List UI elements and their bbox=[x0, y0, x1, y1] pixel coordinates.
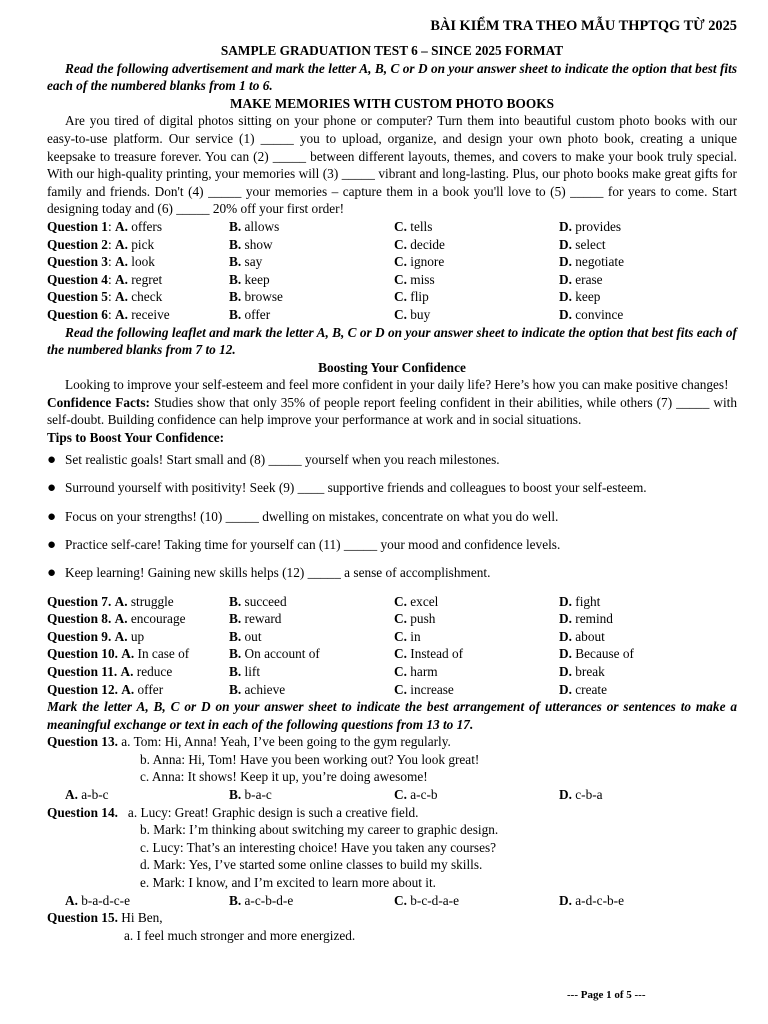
q13-label: Question 13. bbox=[47, 734, 118, 750]
question-row bbox=[47, 253, 737, 271]
q14-line-a: a. Lucy: Great! Graphic design is such a creative field. bbox=[127, 804, 419, 820]
q14-options bbox=[47, 892, 737, 910]
question-label: Question 12. bbox=[47, 681, 118, 697]
option-a bbox=[47, 645, 229, 663]
option-b bbox=[229, 645, 394, 663]
option-b bbox=[229, 610, 394, 628]
option-text: succeed bbox=[244, 593, 287, 609]
option-letter: B. bbox=[229, 663, 242, 679]
question-row bbox=[47, 645, 737, 663]
option-text: Instead of bbox=[410, 646, 464, 662]
q14-line: c. Lucy: That’s an interesting choice! Have you taken any courses? bbox=[140, 839, 497, 855]
option-text: b-a-d-c-e bbox=[81, 892, 130, 908]
option-letter: A. bbox=[114, 593, 128, 609]
option-letter: A. bbox=[114, 254, 128, 270]
document-page bbox=[47, 42, 737, 944]
option-c bbox=[394, 253, 559, 271]
question-label: Question 1 bbox=[47, 218, 108, 234]
question-label: Question 2 bbox=[47, 236, 108, 252]
option-text: select bbox=[575, 236, 606, 252]
option-letter: A. bbox=[114, 218, 128, 234]
option-text: provides bbox=[575, 218, 622, 234]
option-letter: C. bbox=[394, 289, 407, 305]
option-letter: C. bbox=[394, 663, 407, 679]
option-d bbox=[559, 663, 737, 681]
option-letter: D. bbox=[559, 271, 572, 287]
option-b bbox=[229, 218, 394, 236]
page-footer: --- Page 1 of 5 --- bbox=[567, 989, 646, 1001]
option-text: struggle bbox=[130, 593, 174, 609]
option-text: decide bbox=[410, 236, 445, 252]
option-text: push bbox=[410, 611, 436, 627]
option-text: in bbox=[410, 628, 421, 644]
option-d bbox=[559, 593, 737, 611]
option-letter: D. bbox=[559, 289, 572, 305]
q13-line-a: a. Tom: Hi, Anna! Yeah, I’ve been going to the gym regularly. bbox=[121, 734, 451, 750]
option-d bbox=[559, 610, 737, 628]
option-letter: B. bbox=[229, 236, 242, 252]
option-text: offer bbox=[137, 681, 164, 697]
option-letter: D. bbox=[559, 611, 572, 627]
q14-option-b bbox=[229, 892, 394, 910]
option-letter: B. bbox=[229, 289, 242, 305]
tip-text: Keep learning! Gaining new skills helps (12) _____ a sense of accomplishment. bbox=[65, 565, 491, 581]
option-text: receive bbox=[131, 306, 170, 322]
question-label: Question 4 bbox=[47, 271, 108, 287]
option-letter: B. bbox=[229, 787, 242, 803]
option-letter: C. bbox=[394, 271, 407, 287]
option-c bbox=[394, 288, 559, 306]
option-b bbox=[229, 663, 394, 681]
questions-1-6 bbox=[47, 218, 737, 324]
option-b bbox=[229, 288, 394, 306]
option-c bbox=[394, 218, 559, 236]
header-title: BÀI KIỂM TRA THEO MẪU THPTQG TỪ 2025 bbox=[430, 18, 737, 34]
option-a: Question 4: A. regret bbox=[47, 271, 163, 287]
bullet-icon: ● bbox=[47, 508, 57, 525]
option-b bbox=[229, 593, 394, 611]
q14-line: e. Mark: I know, and I’m excited to learn more about it. bbox=[140, 875, 437, 891]
option-b bbox=[229, 253, 394, 271]
option-letter: B. bbox=[229, 593, 242, 609]
q13-option-c bbox=[394, 786, 559, 804]
option-text: a-c-b-d-e bbox=[244, 892, 294, 908]
q13-options bbox=[47, 786, 737, 804]
q14-option-a bbox=[47, 892, 229, 910]
option-b bbox=[229, 236, 394, 254]
option-letter: C. bbox=[394, 306, 407, 322]
option-d bbox=[559, 288, 737, 306]
option-b bbox=[229, 271, 394, 289]
option-letter: C. bbox=[394, 236, 407, 252]
tip-text: Practice self-care! Taking time for yourself can (11) _____ your mood and confidence levels. bbox=[65, 536, 561, 552]
q13-line: c. Anna: It shows! Keep it up, you’re doing awesome! bbox=[140, 769, 428, 785]
option-a: Question 3: A. look bbox=[47, 254, 155, 270]
option-a bbox=[47, 593, 229, 611]
question-row bbox=[47, 306, 737, 324]
q14-line: d. Mark: Yes, I’ve started some online classes to build my skills. bbox=[140, 857, 483, 873]
tips-list bbox=[47, 451, 737, 592]
option-text: out bbox=[244, 628, 262, 644]
option-letter: C. bbox=[394, 218, 407, 234]
q13-option-a bbox=[47, 786, 229, 804]
option-letter: D. bbox=[559, 628, 572, 644]
option-c bbox=[394, 593, 559, 611]
option-text: buy bbox=[410, 306, 431, 322]
bullet-icon: ● bbox=[47, 536, 57, 553]
question-row bbox=[47, 610, 737, 628]
q15-first bbox=[47, 909, 737, 927]
bullet-icon: ● bbox=[47, 480, 57, 497]
q14-option-d bbox=[559, 892, 737, 910]
question-label: Question 10. bbox=[47, 646, 118, 662]
option-letter: D. bbox=[559, 236, 572, 252]
option-text: show bbox=[244, 236, 273, 252]
test-title: SAMPLE GRADUATION TEST 6 – SINCE 2025 FORMAT bbox=[220, 43, 564, 58]
option-letter: B. bbox=[229, 611, 242, 627]
tip-item bbox=[47, 451, 737, 479]
option-letter: D. bbox=[559, 306, 572, 322]
tip-item bbox=[47, 536, 737, 564]
q14-option-c bbox=[394, 892, 559, 910]
option-text: In case of bbox=[137, 646, 190, 662]
question-label: Question 7. bbox=[47, 593, 112, 609]
question-row bbox=[47, 271, 737, 289]
option-letter: D. bbox=[559, 218, 572, 234]
tips-label-text: Tips to Boost Your Confidence: bbox=[47, 430, 225, 446]
q15-greeting: Hi Ben, bbox=[121, 910, 163, 926]
option-d bbox=[559, 628, 737, 646]
question-row bbox=[47, 593, 737, 611]
question-label: Question 5 bbox=[47, 289, 108, 305]
option-text: pick bbox=[131, 236, 155, 252]
option-text: b-c-d-a-e bbox=[410, 892, 459, 908]
option-text: reward bbox=[244, 611, 282, 627]
option-c bbox=[394, 681, 559, 699]
option-letter: A. bbox=[114, 271, 128, 287]
option-letter: B. bbox=[229, 892, 242, 908]
option-text: a-c-b bbox=[410, 787, 438, 803]
bullet-icon: ● bbox=[47, 452, 57, 469]
option-d bbox=[559, 236, 737, 254]
questions-7-12 bbox=[47, 593, 737, 699]
option-letter: B. bbox=[229, 218, 242, 234]
ad-title: MAKE MEMORIES WITH CUSTOM PHOTO BOOKS bbox=[230, 95, 554, 111]
option-letter: C. bbox=[394, 593, 407, 609]
question-row bbox=[47, 663, 737, 681]
option-letter: A. bbox=[121, 646, 135, 662]
option-text: flip bbox=[410, 289, 429, 305]
option-letter: B. bbox=[229, 306, 242, 322]
option-letter: D. bbox=[559, 787, 572, 803]
option-d bbox=[559, 271, 737, 289]
option-a bbox=[47, 681, 229, 699]
option-text: remind bbox=[575, 611, 613, 627]
option-letter: A. bbox=[65, 787, 78, 803]
q13-first bbox=[47, 733, 737, 751]
option-d bbox=[559, 306, 737, 324]
option-letter: D. bbox=[559, 646, 572, 662]
tip-item bbox=[47, 564, 737, 592]
option-text: look bbox=[131, 254, 155, 270]
option-text: browse bbox=[244, 289, 283, 305]
option-text: lift bbox=[244, 663, 261, 679]
option-text: excel bbox=[410, 593, 439, 609]
option-text: offers bbox=[131, 218, 163, 234]
tip-item bbox=[47, 479, 737, 507]
option-letter: B. bbox=[229, 646, 242, 662]
option-text: check bbox=[131, 289, 163, 305]
option-letter: C. bbox=[394, 646, 407, 662]
ad-text: Are you tired of digital photos sitting on your phone or computer? Turn them into beautiful custom photo books with our easy-to-use platform. Our service (1) _____ you to upload, organize, and design your own photo book, creating a unique keepsake to treasure forever. You can (2) _____ between different layouts, themes, and covers to make your book truly special. With our high-quality printing, your memories will (3) _____ vibrant and long-lasting. Plus, our photo books make great gifts for family and friends. Don't (4) _____ your memories – capture them in a book you'll love to (5) _____ for years to come. Start designing today and (6) _____ 20% off your first order! bbox=[47, 113, 737, 217]
option-a: Question 1: A. offers bbox=[47, 218, 163, 234]
option-letter: D. bbox=[559, 663, 572, 679]
question-row bbox=[47, 236, 737, 254]
q14-line: b. Mark: I’m thinking about switching my career to graphic design. bbox=[140, 822, 499, 838]
option-letter: C. bbox=[394, 892, 407, 908]
option-text: negotiate bbox=[575, 254, 624, 270]
option-d bbox=[559, 253, 737, 271]
option-a: Question 5: A. check bbox=[47, 289, 163, 305]
option-letter: A. bbox=[114, 289, 128, 305]
facts-text: Studies show that only 35% of people report feeling confident in their abilities, while others (7) _____ with self-doubt. Building confidence can help improve your performance at work and in social situations. bbox=[47, 394, 737, 428]
q15-line: a. I feel much stronger and more energized. bbox=[124, 927, 356, 943]
option-letter: A. bbox=[114, 628, 128, 644]
option-c bbox=[394, 306, 559, 324]
question-label: Question 11. bbox=[47, 663, 118, 679]
option-a: Question 2: A. pick bbox=[47, 236, 155, 252]
option-text: encourage bbox=[130, 611, 186, 627]
option-text: ignore bbox=[410, 254, 445, 270]
option-text: a-b-c bbox=[81, 787, 109, 803]
leaflet-intro: Looking to improve your self-esteem and feel more confident in your daily life? Here’s how you can make positive changes! bbox=[65, 377, 729, 393]
option-letter: B. bbox=[229, 254, 242, 270]
option-text: c-b-a bbox=[575, 787, 603, 803]
question-row bbox=[47, 288, 737, 306]
option-letter: C. bbox=[394, 787, 407, 803]
option-c bbox=[394, 610, 559, 628]
option-c bbox=[394, 663, 559, 681]
option-c bbox=[394, 236, 559, 254]
tip-text: Set realistic goals! Start small and (8) _____ yourself when you reach milestones. bbox=[65, 452, 500, 468]
option-text: offer bbox=[244, 306, 271, 322]
option-text: break bbox=[575, 663, 605, 679]
option-letter: B. bbox=[229, 628, 242, 644]
question-label: Question 6 bbox=[47, 306, 108, 322]
option-a bbox=[47, 663, 229, 681]
option-c bbox=[394, 271, 559, 289]
option-a bbox=[47, 628, 229, 646]
instruction-3: Mark the letter A, B, C or D on your answer sheet to indicate the best arrangement of utterances or sentences to make a meaningful exchange or text in each of the following questions from 13 to 17. bbox=[47, 699, 737, 732]
option-c bbox=[394, 645, 559, 663]
q13-option-b bbox=[229, 786, 394, 804]
option-letter: A. bbox=[114, 611, 128, 627]
q15-lines bbox=[47, 927, 737, 945]
q14-lines bbox=[47, 821, 737, 891]
option-letter: D. bbox=[559, 254, 572, 270]
option-c bbox=[394, 628, 559, 646]
bullet-icon: ● bbox=[47, 565, 57, 582]
q14-label: Question 14. bbox=[47, 804, 118, 820]
option-letter: A. bbox=[121, 681, 135, 697]
leaflet-title: Boosting Your Confidence bbox=[318, 359, 466, 375]
option-text: allows bbox=[244, 218, 280, 234]
option-letter: D. bbox=[559, 681, 572, 697]
option-letter: A. bbox=[120, 663, 134, 679]
option-text: tells bbox=[410, 218, 433, 234]
option-text: convince bbox=[575, 306, 624, 322]
option-d bbox=[559, 645, 737, 663]
question-row bbox=[47, 218, 737, 236]
q15-label: Question 15. bbox=[47, 910, 118, 926]
option-letter: A. bbox=[114, 236, 128, 252]
option-text: keep bbox=[244, 271, 270, 287]
option-text: create bbox=[575, 681, 607, 697]
confidence-facts bbox=[47, 394, 737, 429]
option-letter: C. bbox=[394, 628, 407, 644]
option-text: regret bbox=[131, 271, 163, 287]
facts-label: Confidence Facts: bbox=[47, 394, 150, 410]
option-letter: C. bbox=[394, 681, 407, 697]
option-text: reduce bbox=[136, 663, 173, 679]
option-text: erase bbox=[575, 271, 603, 287]
option-letter: A. bbox=[114, 306, 128, 322]
question-label: Question 3 bbox=[47, 254, 108, 270]
option-letter: D. bbox=[559, 593, 572, 609]
option-d bbox=[559, 218, 737, 236]
instruction-2: Read the following leaflet and mark the letter A, B, C or D on your answer sheet to indicate the option that best fits each of the numbered blanks from 7 to 12. bbox=[47, 324, 737, 358]
option-text: fight bbox=[575, 593, 601, 609]
tip-text: Focus on your strengths! (10) _____ dwelling on mistakes, concentrate on what you do well. bbox=[65, 508, 559, 524]
option-text: b-a-c bbox=[244, 787, 272, 803]
option-text: a-d-c-b-e bbox=[575, 892, 624, 908]
option-text: keep bbox=[575, 289, 601, 305]
option-b bbox=[229, 306, 394, 324]
question-row bbox=[47, 681, 737, 699]
option-text: harm bbox=[410, 663, 438, 679]
option-letter: D. bbox=[559, 892, 572, 908]
question-label: Question 8. bbox=[47, 611, 112, 627]
option-text: say bbox=[244, 254, 263, 270]
option-b bbox=[229, 628, 394, 646]
option-letter: B. bbox=[229, 681, 242, 697]
option-text: miss bbox=[410, 271, 435, 287]
instruction-1: Read the following advertisement and mark the letter A, B, C or D on your answer sheet to indicate the option that best fits each of the numbered blanks from 1 to 6. bbox=[47, 60, 737, 94]
option-text: Because of bbox=[575, 646, 634, 662]
option-text: about bbox=[575, 628, 605, 644]
q13-lines bbox=[47, 751, 737, 786]
option-text: increase bbox=[410, 681, 454, 697]
option-text: achieve bbox=[244, 681, 286, 697]
option-b bbox=[229, 681, 394, 699]
q13-option-d bbox=[559, 786, 737, 804]
option-letter: C. bbox=[394, 611, 407, 627]
option-a: Question 6: A. receive bbox=[47, 306, 170, 322]
tip-text: Surround yourself with positivity! Seek (9) ____ supportive friends and colleagues to boost your self-esteem. bbox=[65, 480, 647, 496]
tips-label bbox=[47, 429, 737, 451]
q13-line: b. Anna: Hi, Tom! Have you been working out? You look great! bbox=[140, 751, 480, 767]
tip-item bbox=[47, 508, 737, 536]
option-letter: A. bbox=[65, 892, 78, 908]
question-label: Question 9. bbox=[47, 628, 112, 644]
option-text: up bbox=[130, 628, 145, 644]
option-text: On account of bbox=[244, 646, 320, 662]
option-a bbox=[47, 610, 229, 628]
q14-first bbox=[47, 804, 737, 822]
option-d bbox=[559, 681, 737, 699]
question-row bbox=[47, 628, 737, 646]
option-letter: B. bbox=[229, 271, 242, 287]
option-letter: C. bbox=[394, 254, 407, 270]
